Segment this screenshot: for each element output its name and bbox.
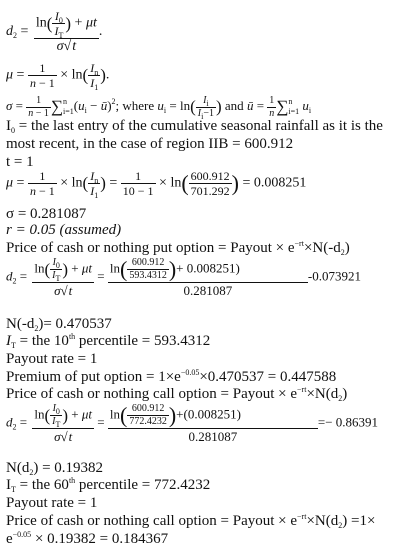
call-price-formula: Price of cash or nothing call option = Payout × $e^{-rt}\times N(d_2)$ (6, 385, 348, 403)
t-value: t = 1 (6, 154, 34, 170)
r-value: r = 0.05 (assumed) (6, 222, 122, 238)
d2-formula: $d_2$ = ln( $\frac{I_0}{I_T}$ ) + μt σ√t . (6, 9, 103, 54)
n-minus-d2: $N(-d_2)= 0.470537$ (6, 316, 112, 333)
payout-rate-1: Payout rate = 1 (6, 351, 98, 367)
d2-call-calc: $d_2$ = ln( $\frac{I_0}{I_T}$ ) + μt σ√t = ln( $\frac{600.912}{772.4232}$ )+(0.008251) 0.281087 =− 0.86391 (6, 402, 379, 444)
call-price-final: Price of cash or nothing call option = Payout × $e^{-rt}\times N(d_2) =1\times$ (6, 512, 376, 530)
payout-rate-2: Payout rate = 1 (6, 495, 98, 511)
and-word: and (224, 98, 244, 113)
i0-definition: $I_0$ = the last entry of the cumulative seasonal rainfall as it is the (6, 118, 383, 135)
d2-put-calc: $d_2$ = ln( $\frac{I_0}{I_T}$ ) + μt σ√t = ln( $\frac{600.912}{593.4312}$ )+ 0.008251) 0.281087 -0.073921 (6, 256, 361, 298)
sigma-value: σ = 0.281087 (6, 206, 87, 222)
premium-put: Premium of put option = $1\times e^{-0.05}\times 0.470537 = 0.447588$ (6, 368, 337, 385)
it-10th: $I_T$ = the 10th percentile = 593.4312 (6, 332, 211, 350)
mu-formula: μ = $\frac{1}{n - 1}$ × ln( $\frac{I_n}{I_1}$ ). (6, 61, 110, 92)
call-price-final-cont: $e^{-0.05} \times 0.19382 = 0.184367$ (6, 530, 169, 547)
where-word: ; where (115, 98, 155, 113)
mu-computed: μ = $\frac{1}{n - 1}$ × ln( $\frac{I_n}{I_1}$ ) = $\frac{1}{10 - 1}$ × ln( $\frac{600.912}{701.292}$ ) = 0.008251 (6, 169, 307, 200)
put-price-formula: Price of cash or nothing put option = Payout × $e^{-rt}\times N(-d_2)$ (6, 239, 350, 257)
it-60th: $I_T$ = the 60th percentile = 772.4232 (6, 476, 211, 494)
sigma-formula: σ = $\frac{1}{n - 1}$ $\sum^n_{i=1}(u_i$ − ū)$^2$; where $u_i = \ln$( $\frac{I_i}{I_i-1}$ ) and ū = $\frac{1}{n}$ ∑$^n_{i=1}$ $u_i$ (6, 94, 312, 121)
i0-definition-cont: most recent, in the case of region IIB = 600.912 (6, 136, 294, 152)
n-d2: $N(d_2) = 0.19382$ (6, 460, 104, 477)
